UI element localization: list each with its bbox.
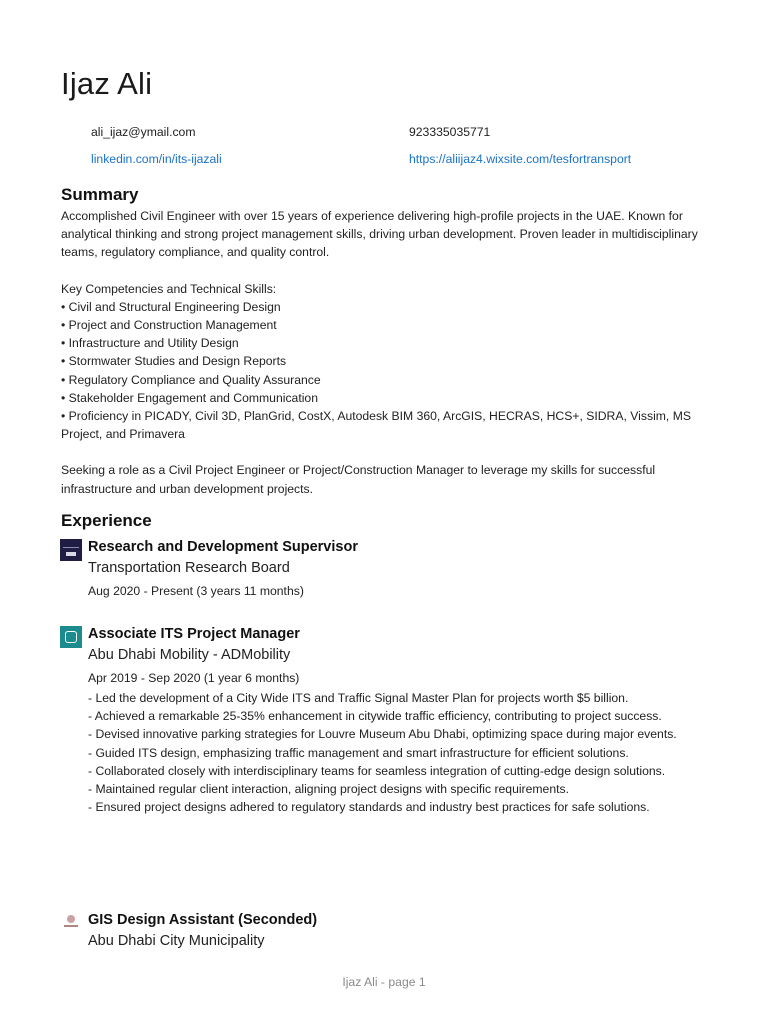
job-bullet: - Led the development of a City Wide ITS and Traffic Signal Master Plan for projects worth $5 billion.	[88, 691, 629, 705]
municipality-logo-icon	[60, 912, 82, 934]
summary-intro: Accomplished Civil Engineer with over 15 years of experience delivering high-profile projects in the UAE. Known for analytical thinking and strong project management skills, driving urban development. Proven leader in multidisciplinary teams, regulatory compliance, and quality control.	[61, 209, 698, 260]
admobility-logo-icon	[60, 626, 82, 648]
company-name: Transportation Research Board	[88, 560, 290, 576]
company-name: Abu Dhabi Mobility - ADMobility	[88, 647, 291, 663]
job-bullet: - Guided ITS design, emphasizing traffic management and smart infrastructure for efficient solutions.	[88, 745, 629, 760]
job-bullet: - Ensured project designs adhered to regulatory standards and industry best practices for safe solutions.	[88, 800, 650, 815]
skill-item: • Project and Construction Management	[61, 318, 277, 333]
summary-heading: Summary	[61, 185, 139, 204]
linkedin-link[interactable]: linkedin.com/in/its-ijazali	[91, 152, 222, 166]
skill-item: • Proficiency in PICADY, Civil 3D, PlanGrid, CostX, Autodesk BIM 360, ArcGIS, HECRAS, HCS+, SIDRA, Vissim, MS Project, and Primavera	[61, 409, 691, 442]
website-link[interactable]: https://aliijaz4.wixsite.com/tesfortransport	[409, 152, 632, 166]
skill-item: • Stormwater Studies and Design Reports	[61, 354, 287, 369]
skill-item: • Regulatory Compliance and Quality Assurance	[61, 372, 321, 387]
email-text: ali_ijaz@ymail.com	[91, 125, 196, 139]
trb-logo-icon	[60, 539, 82, 561]
resume-name: Ijaz Ali	[61, 66, 153, 101]
job-dates: Apr 2019 - Sep 2020 (1 year 6 months)	[88, 671, 300, 685]
skill-item: • Infrastructure and Utility Design	[61, 336, 239, 351]
job-bullets	[88, 689, 678, 816]
company-name: Abu Dhabi City Municipality	[88, 933, 265, 949]
job-title: GIS Design Assistant (Seconded)	[88, 912, 318, 928]
summary-closing: Seeking a role as a Civil Project Engineer or Project/Construction Manager to leverage my skills for successful infrastructure and urban development projects.	[61, 463, 656, 496]
experience-heading: Experience	[61, 511, 152, 530]
job-bullet: - Achieved a remarkable 25-35% enhancement in citywide traffic efficiency, contributing to project success.	[88, 709, 662, 724]
phone-text: 923335035771	[409, 125, 491, 139]
job-bullet: - Collaborated closely with interdisciplinary teams for seamless integration of cutting-edge design solutions.	[88, 763, 666, 778]
skill-item: • Stakeholder Engagement and Communication	[61, 390, 318, 405]
job-title: Research and Development Supervisor	[88, 539, 358, 555]
summary-body	[61, 207, 711, 498]
job-title: Associate ITS Project Manager	[88, 626, 300, 642]
job-bullet: - Devised innovative parking strategies for Louvre Museum Abu Dhabi, optimizing space during major events.	[88, 727, 677, 742]
job-dates: Aug 2020 - Present (3 years 11 months)	[88, 584, 304, 598]
skills-heading: Key Competencies and Technical Skills:	[61, 281, 277, 296]
job-bullet: - Maintained regular client interaction, aligning project designs with specific requirements.	[88, 782, 569, 797]
page-footer: Ijaz Ali - page 1	[342, 975, 426, 989]
skill-item: • Civil and Structural Engineering Design	[61, 299, 281, 314]
